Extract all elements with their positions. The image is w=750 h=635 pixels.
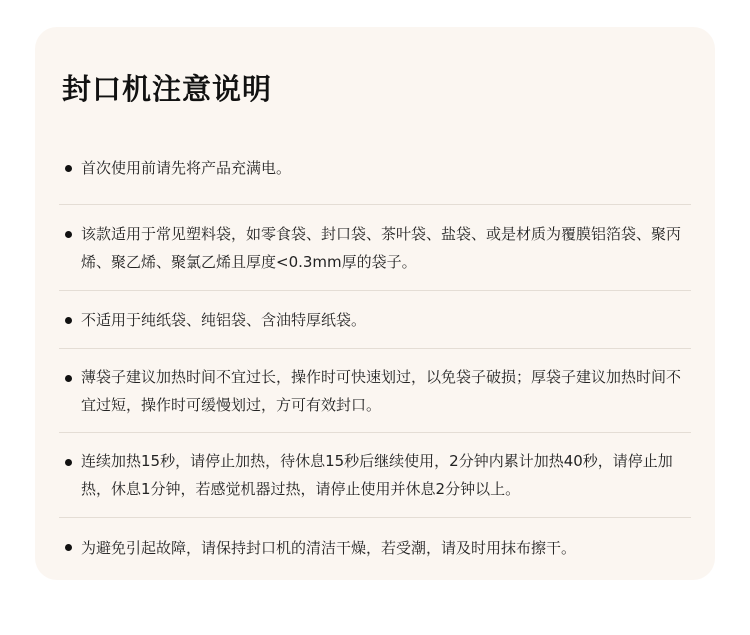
list-item bbox=[59, 518, 691, 578]
list-item-text: 薄袋子建议加热时间不宜过长，操作时可快速划过，以免袋子破损；厚袋子建议加热时间不宜过短，操作时可缓慢划过，方可有效封口。 bbox=[81, 367, 682, 414]
bullet-icon bbox=[65, 165, 72, 172]
bullet-icon bbox=[65, 459, 72, 466]
list-item-text: 连续加热15秒，请停止加热，待休息15秒后继续使用，2分钟内累计加热40秒，请停止加热，休息1分钟，若感觉机器过热，请停止使用并休息2分钟以上。 bbox=[81, 452, 673, 498]
bullet-icon bbox=[65, 317, 72, 324]
list-item-text: 为避免引起故障，请保持封口机的清洁干燥，若受潮，请及时用抹布擦干。 bbox=[81, 539, 577, 557]
list-item bbox=[59, 433, 691, 518]
list-item bbox=[59, 291, 691, 349]
notice-card bbox=[35, 27, 715, 580]
list-item-text: 首次使用前请先将产品充满电。 bbox=[81, 159, 292, 177]
bullet-icon bbox=[65, 375, 72, 382]
list-item bbox=[59, 132, 691, 205]
list-item bbox=[59, 205, 691, 291]
bullet-icon bbox=[65, 544, 72, 551]
bullet-icon bbox=[65, 231, 72, 238]
list-item bbox=[59, 349, 691, 433]
list-item-text: 该款适用于常见塑料袋，如零食袋、封口袋、茶叶袋、盐袋、或是材质为覆膜铝箔袋、聚丙烯、聚乙烯、聚氯乙烯且厚度<0.3mm厚的袋子。 bbox=[81, 224, 682, 271]
notice-list bbox=[59, 132, 691, 578]
list-item-text: 不适用于纯纸袋、纯铝袋、含油特厚纸袋。 bbox=[81, 310, 367, 329]
page-title: 封口机注意说明 bbox=[62, 72, 273, 106]
